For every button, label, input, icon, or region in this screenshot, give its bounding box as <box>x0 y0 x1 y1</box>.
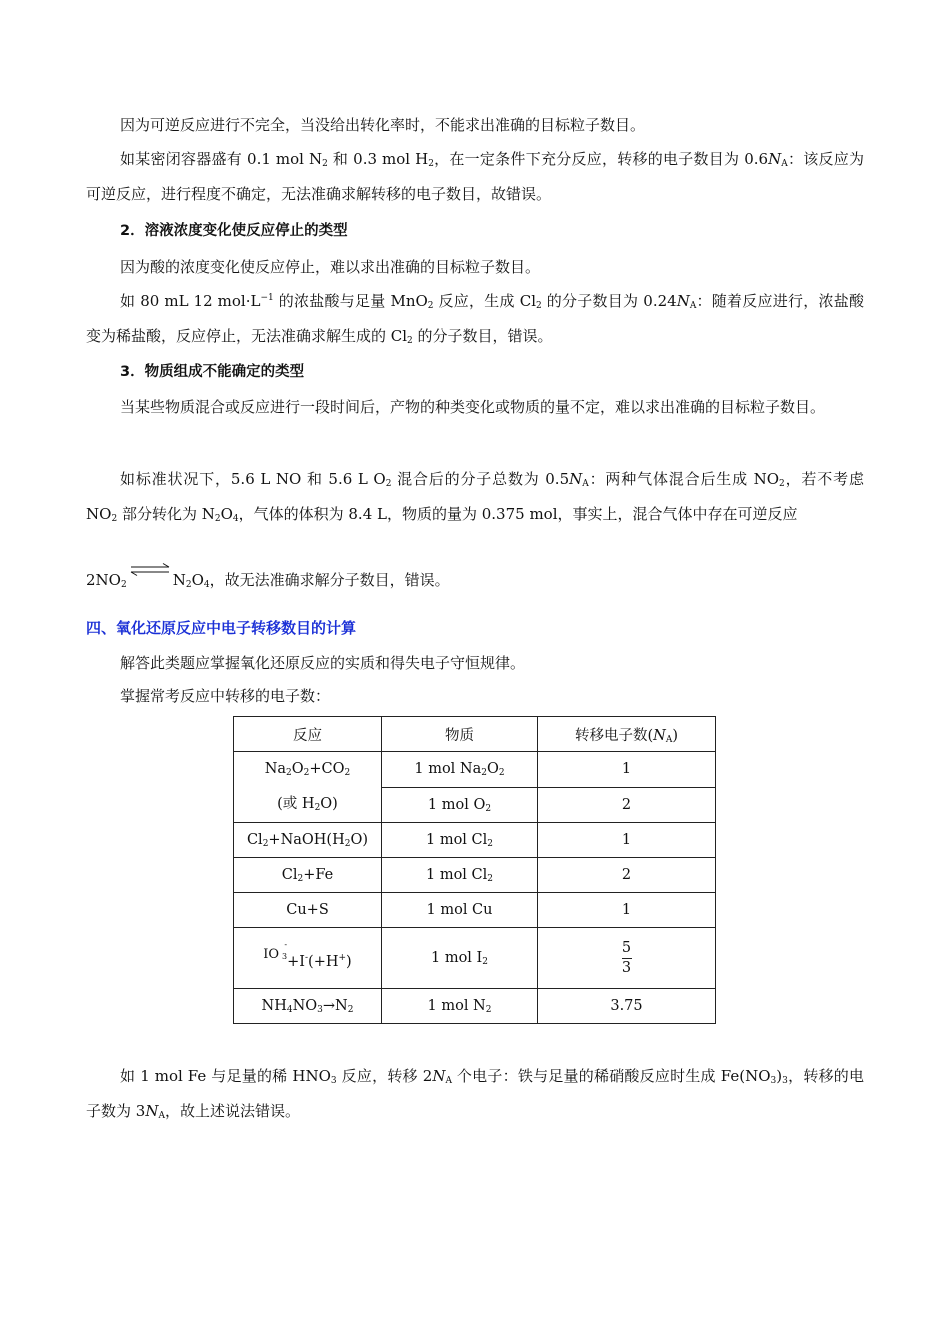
header-electrons: 转移电子数$(N_A)$ <box>538 717 716 752</box>
section-heading-3: 3．物质组成不能确定的类型 <box>120 364 305 380</box>
reaction-cell: $Na_2O_2+CO_2$ (或 $H_2O$) <box>234 752 382 823</box>
substance-cell: 1 mol $Na_2O_2$ <box>382 752 538 788</box>
reaction-cell: $Cl_2+NaOH(H_2O)$ <box>234 823 382 858</box>
paragraph-no-o2-example: 如标准状况下，5.6 L NO 和 5.6 L $O_2$ 混合后的分子总数为 $0.5N_A$：两种气体混合后生成 $NO_2$，若不考虑 $NO_2$ 部分转化为 $N_2O_4$，气体的体积为 8.4 L，物质的量为 0.375 mol，事实上，混合气体中存在可逆反应 <box>86 470 864 524</box>
substance-cell: 1 mol $O_2$ <box>382 787 538 823</box>
iodate-ion: IO - 3 <box>263 940 288 962</box>
substance-cell: 1 mol $N_2$ <box>382 989 538 1024</box>
header-substance: 物质 <box>382 717 538 752</box>
section-heading-2: 2．溶液浓度变化使反应停止的类型 <box>120 223 348 239</box>
paragraph-text: 因为可逆反应进行不完全，当没给出转化率时，不能求出准确的目标粒子数目。 <box>120 116 646 134</box>
paragraph-equilibrium-equation: $2NO_2$ $N_2O_4$，故无法准确求解分子数目，错误。 <box>86 563 864 598</box>
paragraph-fe-hno3-example: 如 1 mol Fe 与足量的稀 $HNO_3$ 反应，转移 $2N_A$ 个电子：铁与足量的稀硝酸反应时生成 $Fe(NO_3)_3$，转移的电子数为 $3N_A$，故上述说法错误。 <box>86 1067 864 1121</box>
fraction-five-thirds: $\frac{5}{3}$ <box>621 939 632 976</box>
substance-cell: 1 mol $I_2$ <box>382 928 538 989</box>
electron-transfer-table <box>233 716 716 1024</box>
section-heading-4: 四、氧化还原反应中电子转移数目的计算 <box>86 619 357 637</box>
paragraph-mno2-example: 如 80 mL 12 $mol\cdot L^{-1}$ 的浓盐酸与足量 MnO$_2$ 反应，生成 $Cl_2$ 的分子数目为 $0.24N_A$：随着反应进行，浓盐酸变为稀盐酸，反应停止，无法准确求解生成的 $Cl_2$ 的分子数目，错误。 <box>86 292 865 346</box>
header-reaction: 反应 <box>234 717 382 752</box>
table-row <box>234 823 716 858</box>
reaction-cell: Cu+S <box>234 893 382 928</box>
value-cell: 1 <box>538 752 716 788</box>
substance-cell: 1 mol Cu <box>382 893 538 928</box>
paragraph-n2-h2-example: 如某密闭容器盛有 0.1 mol $N_2$ 和 0.3 mol $H_2$，在一定条件下充分反应，转移的电子数目为 $0.6N_A$：该反应为可逆反应，进行程度不确定，无法准确求解转移的电子数目，故错误。 <box>86 150 864 203</box>
value-cell: 2 <box>538 787 716 823</box>
value-cell: 1 <box>538 893 716 928</box>
reaction-cell: $NH_4NO_3\to N_2$ <box>234 989 382 1024</box>
table-row <box>234 893 716 928</box>
reaction-cell: $Cl_2+Fe$ <box>234 858 382 893</box>
reaction-cell: IO - 3 +I-(+H+) <box>234 928 382 989</box>
reversible-arrow-icon <box>129 563 171 577</box>
table-header-row <box>234 717 716 752</box>
value-cell: 2 <box>538 858 716 893</box>
paragraph-table-intro: 掌握常考反应中转移的电子数： <box>120 687 331 705</box>
table-row <box>234 858 716 893</box>
value-cell: 3.75 <box>538 989 716 1024</box>
substance-cell: 1 mol $Cl_2$ <box>382 823 538 858</box>
table-row <box>234 989 716 1024</box>
paragraph-redox-note: 解答此类题应掌握氧化还原反应的实质和得失电子守恒规律。 <box>120 654 526 672</box>
paragraph-irreversible-note <box>86 108 864 143</box>
paragraph-acid-concentration: 因为酸的浓度变化使反应停止，难以求出准确的目标粒子数目。 <box>120 258 541 276</box>
value-cell <box>538 928 716 989</box>
substance-cell: 1 mol $Cl_2$ <box>382 858 538 893</box>
value-cell: 1 <box>538 823 716 858</box>
table-row <box>234 752 716 788</box>
paragraph-mixture-note: 当某些物质混合或反应进行一段时间后，产物的种类变化或物质的量不定，难以求出准确的目标粒子数目。 <box>120 398 826 416</box>
table-row <box>234 928 716 989</box>
